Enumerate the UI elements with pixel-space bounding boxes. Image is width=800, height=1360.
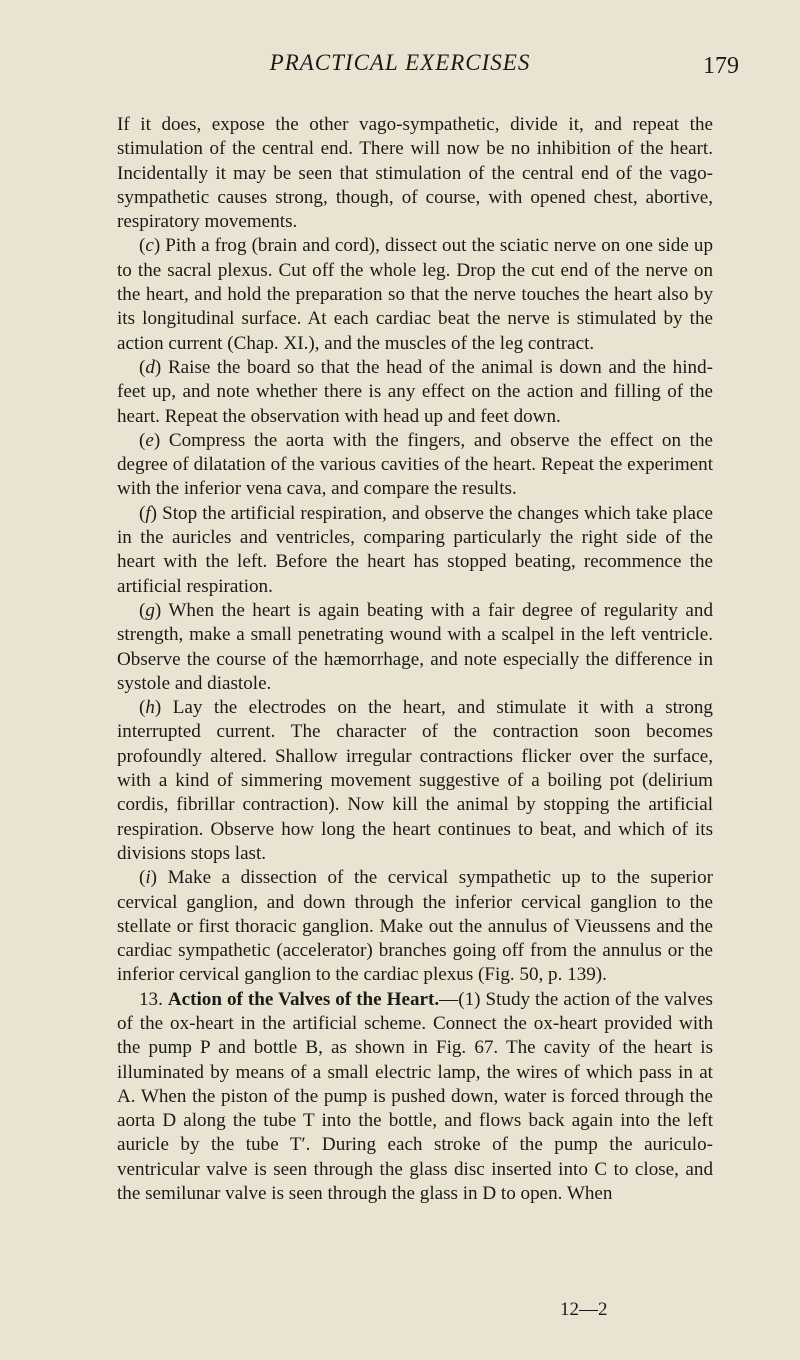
paragraph-label: e [145,429,154,451]
section-13 [117,988,713,1207]
paragraph-g: (g) When the heart is again beating with a fair degree of regularity and strength, make a small penetrating wound with a scalpel in the left ventricle. Observe the course of the hæmorrhage, and note especially the difference in systole and diastole. [117,599,713,694]
page-header [0,50,800,90]
page-number: 179 [703,53,739,79]
running-title: PRACTICAL EXERCISES [269,50,531,75]
section-heading: Action of the Valves of the Heart. [167,988,440,1010]
paragraph-text: Stop the artificial respiration, and observe the changes which take place in the auricles and ventricles, comparing particularly the right side of the heart with the left. Before the heart has stopped beating, recommence the artificial respiration. [117,502,713,597]
paragraph-c: (c) Pith a frog (brain and cord), dissect out the sciatic nerve on one side up to the sacral plexus. Cut off the whole leg. Drop the cut end of the nerve on the heart, and hold the preparation so that the nerve touches the heart also by its longitudinal surface. At each cardiac beat the nerve is stimulated by the action current (Chap. XI.), and the muscles of the leg contract. [117,235,713,354]
paragraph-h: (h) Lay the electrodes on the heart, and stimulate it with a strong interrupted current. The character of the contraction soon becomes profoundly altered. Shallow irregular contractions flicker over the surface, with a kind of simmering movement suggestive of a boiling pot (delirium cordis, fibrillar contraction). Now kill the animal by stopping the artificial respiration. Observe how long the heart continues to beat, and which of its divisions stops last. [117,697,713,864]
paragraph-label: f [145,502,151,524]
paragraph-label: g [145,599,155,621]
paragraph-label: c [145,235,154,257]
paragraph-text: Compress the aorta with the fingers, and observe the effect on the degree of dilatation of the various cavities of the heart. Repeat the experiment with the inferior vena cava, and compare the results. [117,429,713,500]
paragraph-f: (f) Stop the artificial respiration, and observe the changes which take place in the auricles and ventricles, comparing particularly the right side of the heart with the left. Before the heart has stopped beating, recommence the artificial respiration. [117,502,713,597]
paragraph-text: When the heart is again beating with a fair degree of regularity and strength, make a small penetrating wound with a scalpel in the left ventricle. Observe the course of the hæmorrhage, and note especially the difference in systole and diastole. [117,599,713,694]
body-text [117,113,713,1206]
paragraph-i: (i) Make a dissection of the cervical sympathetic up to the superior cervical ganglion, and down through the inferior cervical ganglion to the stellate or first thoracic ganglion. Make out the annulus of Vieussens and the cardiac sympathetic (accelerator) branches going off from the annulus or the inferior cervical ganglion to the cardiac plexus (Fig. 50, p. 139). [117,867,714,986]
paragraph-d: (d) Raise the board so that the head of the animal is down and the hind-feet up, and note whether there is any effect on the action and filling of the heart. Repeat the observation with head up and feet down. [117,356,713,427]
paragraph-label: d [145,356,155,378]
paragraph-text: Raise the board so that the head of the animal is down and the hind-feet up, and note whether there is any effect on the action and filling of the heart. Repeat the observation with head up and feet down. [117,356,713,427]
paragraph-e: (e) Compress the aorta with the fingers, and observe the effect on the degree of dilatation of the various cavities of the heart. Repeat the experiment with the inferior vena cava, and compare the results. [117,429,713,500]
paragraph-label: h [145,697,155,719]
paragraph-label: i [145,867,151,889]
paragraph-text: Lay the electrodes on the heart, and stimulate it with a strong interrupted current. The character of the contraction soon becomes profoundly altered. Shallow irregular contractions flicker over the surface, with a kind of simmering movement suggestive of a boiling pot (delirium cordis, fibrillar contraction). Now kill the animal by stopping the artificial respiration. Observe how long the heart continues to beat, and which of its divisions stops last. [117,697,713,864]
paragraph-text: —(1) Study the action of the valves of the ox-heart in the artificial scheme. Connect the ox-heart provided with the pump P and bottle B, as shown in Fig. 67. The cavity of the heart is illuminated by means of a small electric lamp, the wires of which pass in at A. When the piston of the pump is pushed down, water is forced through the aorta D along the tube T into the bottle, and flows back again into the left auricle by the tube T′. During each stroke of the pump the auriculo-ventricular valve is seen through the glass disc inserted into C to close, and the semilunar valve is seen through the glass in D to open. When [117,988,713,1205]
section-number: 13. [139,988,163,1010]
paragraph-text: Pith a frog (brain and cord), dissect out the sciatic nerve on one side up to the sacral plexus. Cut off the whole leg. Drop the cut end of the nerve on the heart, and hold the preparation so that the nerve touches the heart also by its longitudinal surface. At each cardiac beat the nerve is stimulated by the action current (Chap. XI.), and the muscles of the leg contract. [117,235,713,354]
paragraph-text: If it does, expose the other vago-sympathetic, divide it, and repeat the stimulation of the central end. There will now be no inhibition of the heart. Incidentally it may be seen that stimulation of the central end of the vago-sympathetic causes strong, though, of course, with opened chest, abortive, respiratory movements. [117,114,713,233]
paragraph-continuation [117,113,713,234]
paragraph-text: Make a dissection of the cervical sympathetic up to the superior cervical ganglion, and down through the inferior cervical ganglion to the stellate or first thoracic ganglion. Make out the annulus of Vieussens and the cardiac sympathetic (accelerator) branches going off from the annulus or the inferior cervical ganglion to the cardiac plexus (Fig. 50, p. 139). [117,867,714,986]
signature-mark: 12—2 [560,1299,608,1320]
